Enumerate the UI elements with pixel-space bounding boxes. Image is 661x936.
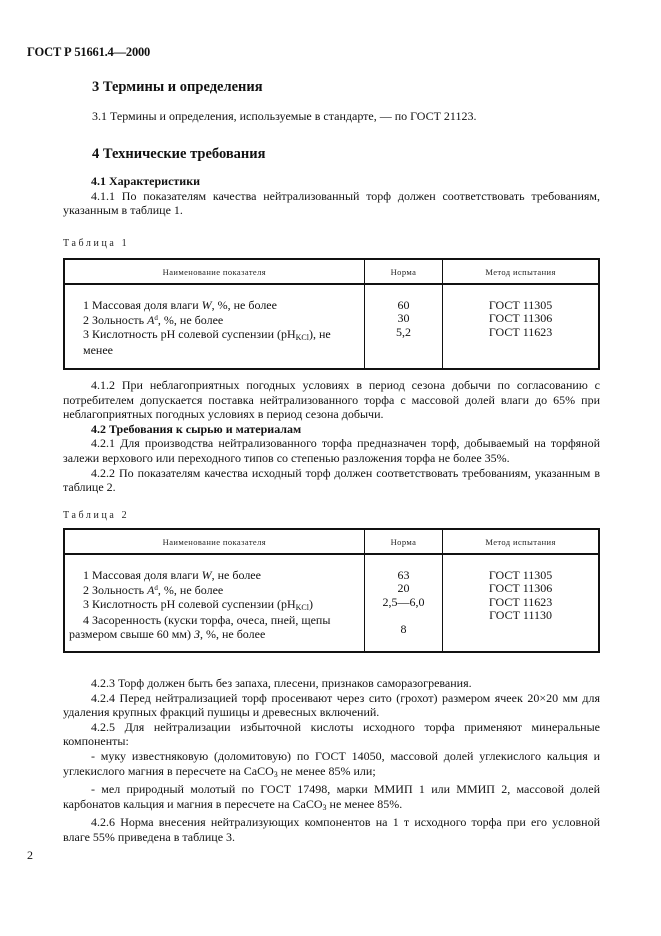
section-4-2-3-to-4-2-6 <box>63 676 600 845</box>
bullet-limestone-flour: - муку известняковую (доломитовую) по ГОСТ 14050, массовой долей углекислого кальция и углекислого магния в пересчете на CaCO$_3$ не менее 85% или; <box>63 748 600 779</box>
table-row-name: 1 Массовая доля влаги W, %, не более <box>83 298 277 312</box>
table-1-body-row <box>64 284 599 369</box>
table-2-body-row <box>64 554 599 652</box>
table-row-norm: 8 <box>400 621 407 636</box>
document-id: ГОСТ Р 51661.4—2000 <box>27 45 151 59</box>
table-row-norm: 2,5—6,0 <box>382 594 425 609</box>
table-2 <box>63 528 600 653</box>
table-row-method: ГОСТ 11130 <box>489 608 553 623</box>
section-4-1-2-to-4-2-2 <box>63 378 600 495</box>
table-row-norm: 20 <box>397 581 410 596</box>
table-2-header-method: Метод испытания <box>443 529 599 554</box>
paragraph-4-2-3: 4.2.3 Торф должен быть без запаха, плесени, признаков саморазогревания. <box>91 676 472 690</box>
table-row-method: ГОСТ 11623 <box>488 594 553 609</box>
paragraph-4-1-1: 4.1.1 По показателям качества нейтрализованный торф должен соответствовать требованиям, указанным в таблице 1. <box>63 188 600 218</box>
table-row-name: 2 Зольность $A^d$, %, не более <box>83 583 224 598</box>
table-row-norm: 30 <box>397 311 410 326</box>
table-row-method: ГОСТ 11306 <box>488 581 553 596</box>
table-2-norms <box>365 555 442 646</box>
table-2-methods <box>443 555 598 633</box>
page-number: 2 <box>27 848 33 862</box>
table-row-norm: 5,2 <box>395 324 411 339</box>
paragraph-4-2-2: 4.2.2 По показателям качества исходный торф должен соответствовать требованиям, указанным в таблице 2. <box>63 465 600 495</box>
table-row-norm-spacer <box>369 609 438 622</box>
table-row-name: 3 Кислотность pH солевой суспензии $(pH_{KCl})$ <box>83 596 313 612</box>
table-row-method: ГОСТ 11305 <box>488 298 553 312</box>
paragraph-3-1: 3.1 Термины и определения, используемые в стандарте, — по ГОСТ 21123. <box>92 109 477 123</box>
table-row-norm: 63 <box>397 568 410 582</box>
paragraph-4-2-5: 4.2.5 Для нейтрализации избыточной кислоты исходного торфа применяют минеральные компоненты: <box>63 719 600 749</box>
subsection-4-2-title: 4.2 Требования к сырью и материалам <box>91 421 302 436</box>
paragraph-4-2-4: 4.2.4 Перед нейтрализацией торф просеивают через сито (грохот) размером ячеек 20×20 мм для удаления крупных фракций пушицы и древесных включений. <box>63 690 600 720</box>
table-row-name: 1 Массовая доля влаги W, не более <box>83 568 261 582</box>
section-4-title: 4 Технические требования <box>92 146 266 162</box>
table-2-caption: Таблица 2 <box>63 510 130 521</box>
paragraph-4-2-6: 4.2.6 Норма внесения нейтрализующих компонентов на 1 т исходного торфа при его условной влаге 55% приведена в таблице 3. <box>63 815 600 844</box>
subsection-4-1-title: 4.1 Характеристики <box>91 174 201 188</box>
table-1-methods <box>443 285 598 349</box>
table-1 <box>63 258 600 370</box>
table-row-method: ГОСТ 11623 <box>488 324 553 339</box>
table-2-header-norm: Норма <box>364 529 442 554</box>
table-row-method: ГОСТ 11306 <box>488 311 553 326</box>
table-2-header-name: Наименование показателя <box>64 529 364 554</box>
table-1-caption: Таблица 1 <box>63 238 130 249</box>
table-row-name: 4 Засоренность (куски торфа, очеса, пней, щепы размером свыше 60 мм) З, %, не более <box>69 613 331 641</box>
table-row-name: 2 Зольность $A^d$, %, не более <box>83 313 224 328</box>
section-4-1-block <box>63 174 600 218</box>
table-1-header-method: Метод испытания <box>443 259 599 284</box>
paragraph-4-2-1: 4.2.1 Для производства нейтрализованного торфа предназначен торф, добываемый на торфяной залежи верхового или переходного типов со степенью разложения торфа не более 35%. <box>63 436 600 465</box>
table-row-method: ГОСТ 11305 <box>488 568 553 582</box>
bullet-chalk: - мел природный молотый по ГОСТ 17498, марки ММИП 1 или ММИП 2, массовой долей карбонатов кальция и магния в пересчете на CaCO$_3$ не менее 85%. <box>63 782 600 812</box>
section-3-title: 3 Термины и определения <box>92 79 263 95</box>
table-1-norms <box>365 285 442 349</box>
paragraph-4-1-2: 4.1.2 При неблагоприятных погодных условиях в период сезона добычи по согласованию с потребителем допускается поставка нейтрализованного торфа с массовой долей влаги до 65% при неблагоприятных погодных условиях в период сезона добычи. <box>63 378 600 422</box>
table-1-header-name: Наименование показателя <box>64 259 364 284</box>
table-1-header-norm: Норма <box>364 259 442 284</box>
table-1-names <box>65 285 364 368</box>
table-row-norm: 60 <box>397 298 410 312</box>
table-2-names <box>65 555 364 651</box>
table-row-name: 3 Кислотность pH солевой суспензии $(pH_{KCl})$, не менее <box>83 326 331 358</box>
